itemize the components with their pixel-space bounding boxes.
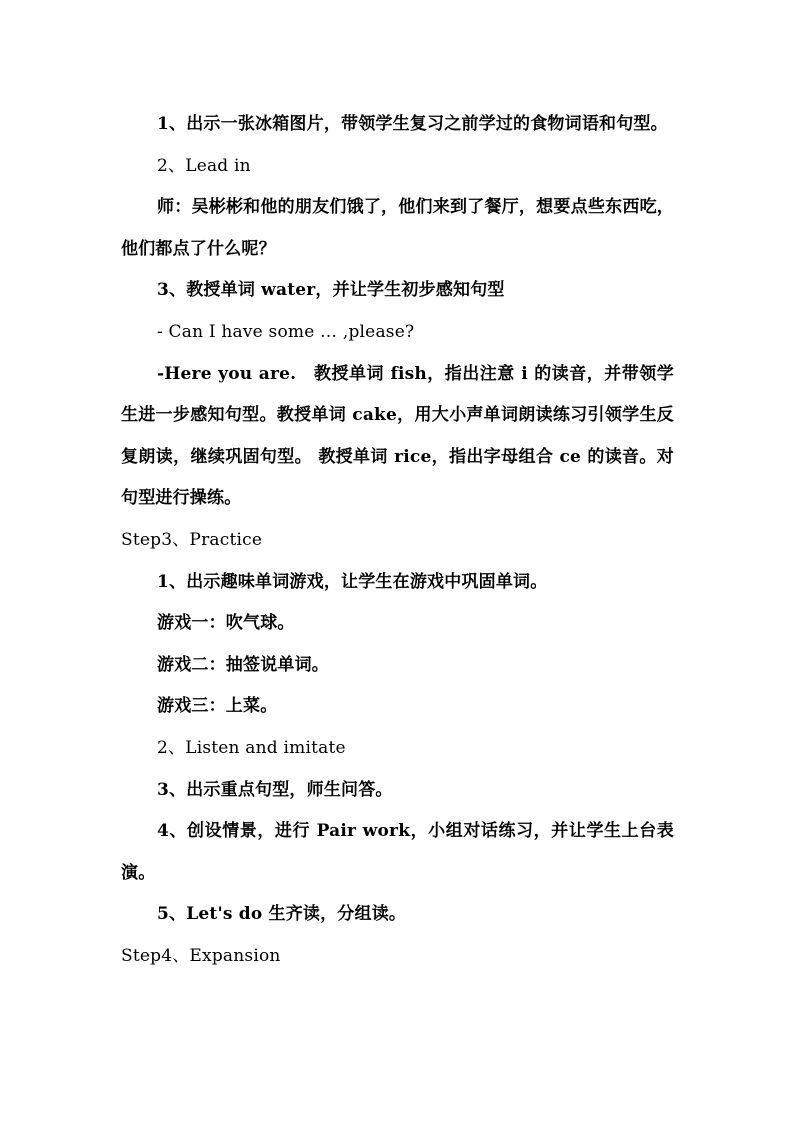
paragraph-lead-in: 2、Lead in <box>157 155 251 176</box>
paragraph-sentence-pattern: - Can I have some … ,please? <box>157 321 415 342</box>
heading-step4-expansion: Step4、Expansion <box>121 945 281 966</box>
paragraph-teach-words: -Here you are. 教授单词 fish，指出注意 i 的读音，并带领学生进一步感知句型。教授单词 cake，用大小声单词朗读练习引领学生反复朗读，继续巩固句型。 教授单词 rice，指出字母组合 ce 的读音。对句型进行操练。 <box>121 363 674 509</box>
paragraph-review-fridge: 1、出示一张冰箱图片，带领学生复习之前学过的食物词语和句型。 <box>157 114 668 134</box>
paragraph-teacher-intro: 师：吴彬彬和他的朋友们饿了，他们来到了餐厅，想要点些东西吃，他们都点了什么呢？ <box>121 197 674 259</box>
paragraph-key-sentences: 3、出示重点句型，师生问答。 <box>157 779 393 800</box>
paragraph-word-games: 1、出示趣味单词游戏，让学生在游戏中巩固单词。 <box>157 571 548 592</box>
paragraph-game-three: 游戏三：上菜。 <box>157 696 278 717</box>
document-body <box>121 104 674 977</box>
paragraph-teach-water: 3、教授单词 water，并让学生初步感知句型 <box>157 280 505 301</box>
heading-step3-practice: Step3、Practice <box>121 529 263 550</box>
paragraph-game-one: 游戏一：吹气球。 <box>157 613 295 634</box>
paragraph-pair-work: 4、创设情景，进行 Pair work，小组对话练习，并让学生上台表演。 <box>121 821 674 883</box>
paragraph-game-two: 游戏二：抽签说单词。 <box>157 654 329 675</box>
paragraph-listen-imitate: 2、Listen and imitate <box>157 737 346 758</box>
paragraph-lets-do: 5、Let's do 生齐读，分组读。 <box>157 904 407 925</box>
